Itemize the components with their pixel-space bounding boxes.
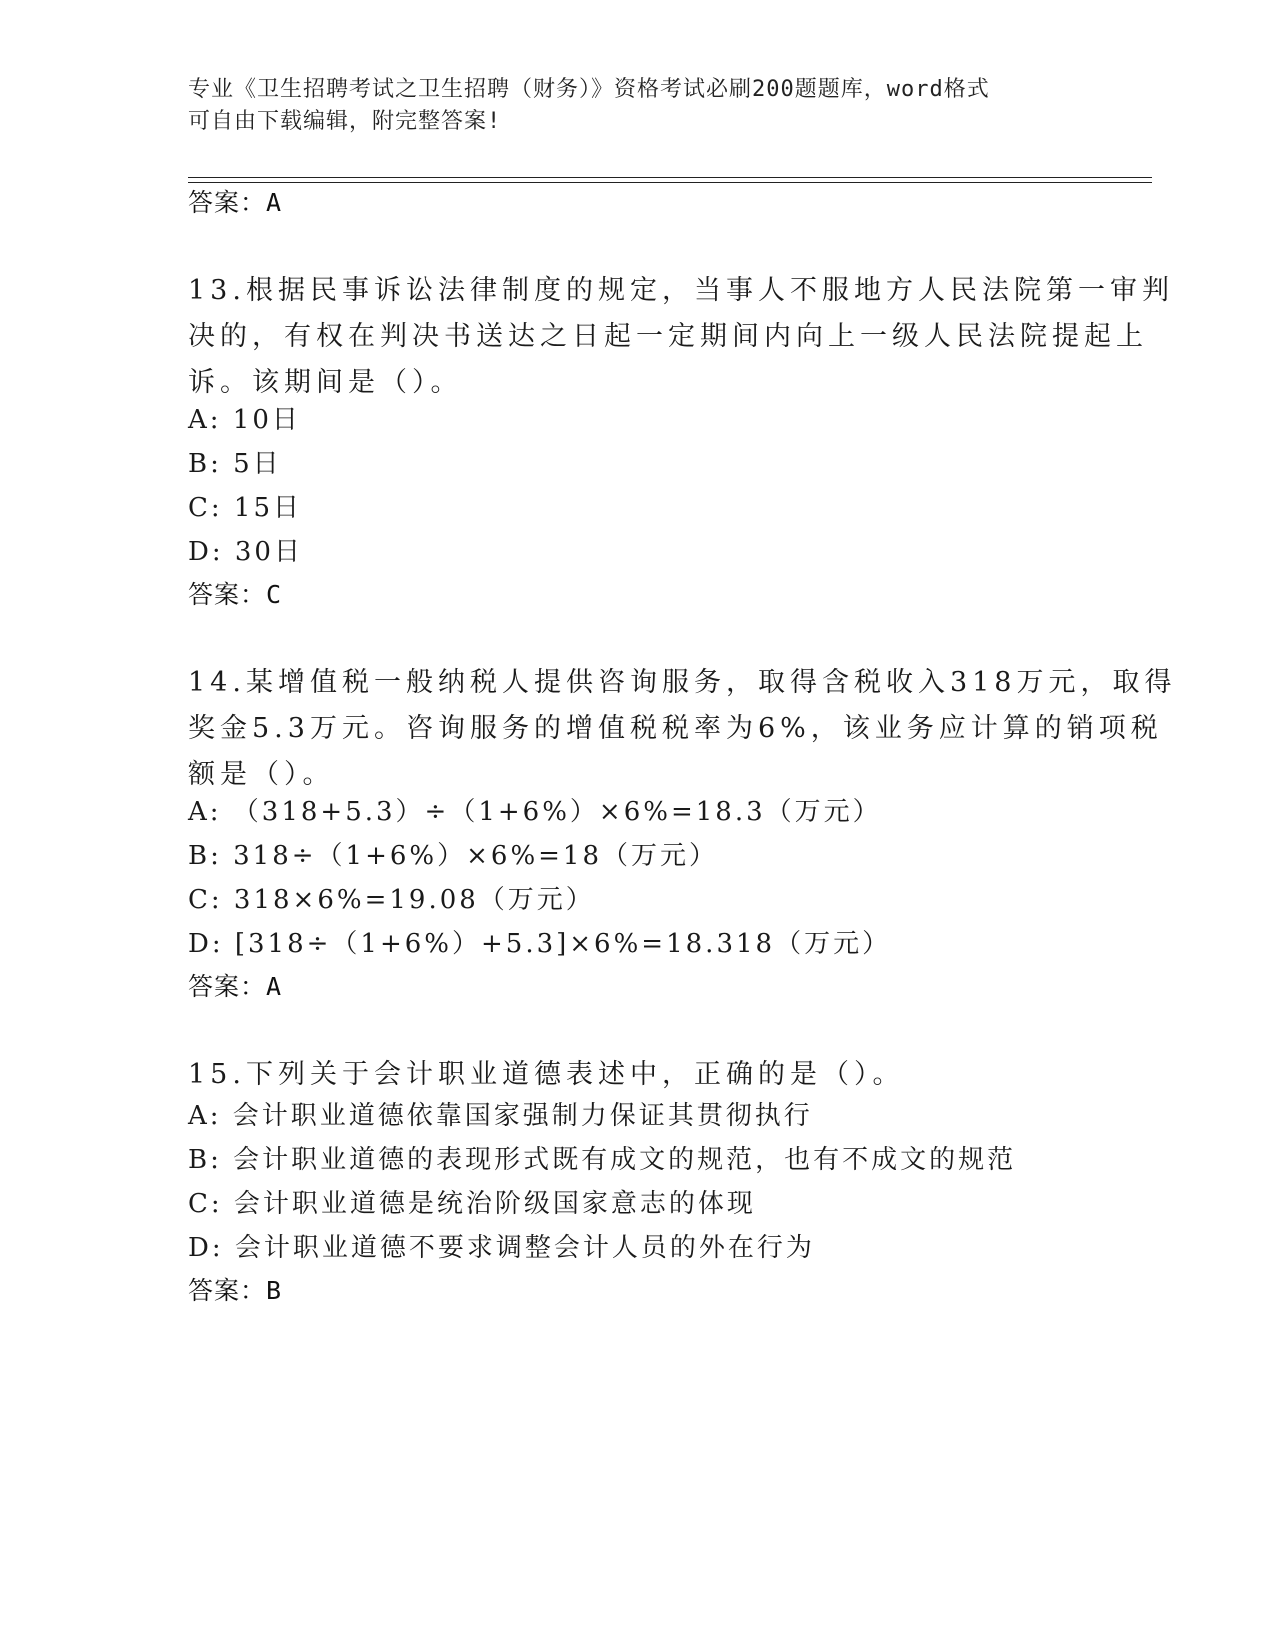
question-14-line-2: 奖金5.3万元。咨询服务的增值税税率为6%，该业务应计算的销项税 <box>188 713 1163 744</box>
question-15-option-b: B: 会计职业道德的表现形式既有成文的规范，也有不成文的规范 <box>188 1145 1017 1175</box>
question-13-line-1: 13.根据民事诉讼法律制度的规定，当事人不服地方人民法院第一审判 <box>188 275 1174 306</box>
header-line-2: 可自由下载编辑，附完整答案! <box>188 109 502 134</box>
question-14-option-b: B: 318÷（1+6%）×6%=18（万元） <box>188 841 719 871</box>
question-14-option-d: D: [318÷（1+6%）+5.3]×6%=18.318（万元） <box>188 929 892 959</box>
question-13-option-d: D: 30日 <box>188 537 303 567</box>
question-13-line-3: 诉。该期间是（）。 <box>188 367 463 398</box>
question-13-option-a: A: 10日 <box>188 405 301 435</box>
question-14-option-c: C: 318×6%=19.08（万元） <box>188 885 595 915</box>
question-13-answer: 答案：C <box>188 580 283 609</box>
question-15-line-1: 15.下列关于会计职业道德表述中，正确的是（）。 <box>188 1059 905 1090</box>
question-14-option-a: A: （318+5.3）÷（1+6%）×6%=18.3（万元） <box>188 797 882 827</box>
question-14-line-1: 14.某增值税一般纳税人提供咨询服务，取得含税收入318万元，取得 <box>188 667 1177 698</box>
question-15-option-c: C: 会计职业道德是统治阶级国家意志的体现 <box>188 1189 756 1219</box>
answer-line-prev: 答案：A <box>188 188 283 217</box>
question-14-answer: 答案：A <box>188 972 283 1001</box>
header-divider-bottom <box>188 182 1152 183</box>
question-15-option-a: A: 会计职业道德依靠国家强制力保证其贯彻执行 <box>188 1101 813 1131</box>
header-line-1: 专业《卫生招聘考试之卫生招聘（财务）》资格考试必刷200题题库，word格式 <box>188 77 990 102</box>
question-14 <box>188 660 1177 798</box>
question-13-line-2: 决的，有权在判决书送达之日起一定期间内向上一级人民法院提起上 <box>188 321 1148 352</box>
document-header <box>188 74 1068 138</box>
question-14-line-3: 额是（）。 <box>188 759 335 790</box>
question-15 <box>188 1052 1078 1098</box>
question-15-answer: 答案：B <box>188 1276 283 1305</box>
question-13-option-c: C: 15日 <box>188 493 303 523</box>
question-13-option-b: B: 5日 <box>188 449 282 479</box>
header-divider-top <box>188 177 1152 178</box>
question-13 <box>188 268 1174 406</box>
question-15-option-d: D: 会计职业道德不要求调整会计人员的外在行为 <box>188 1233 815 1263</box>
